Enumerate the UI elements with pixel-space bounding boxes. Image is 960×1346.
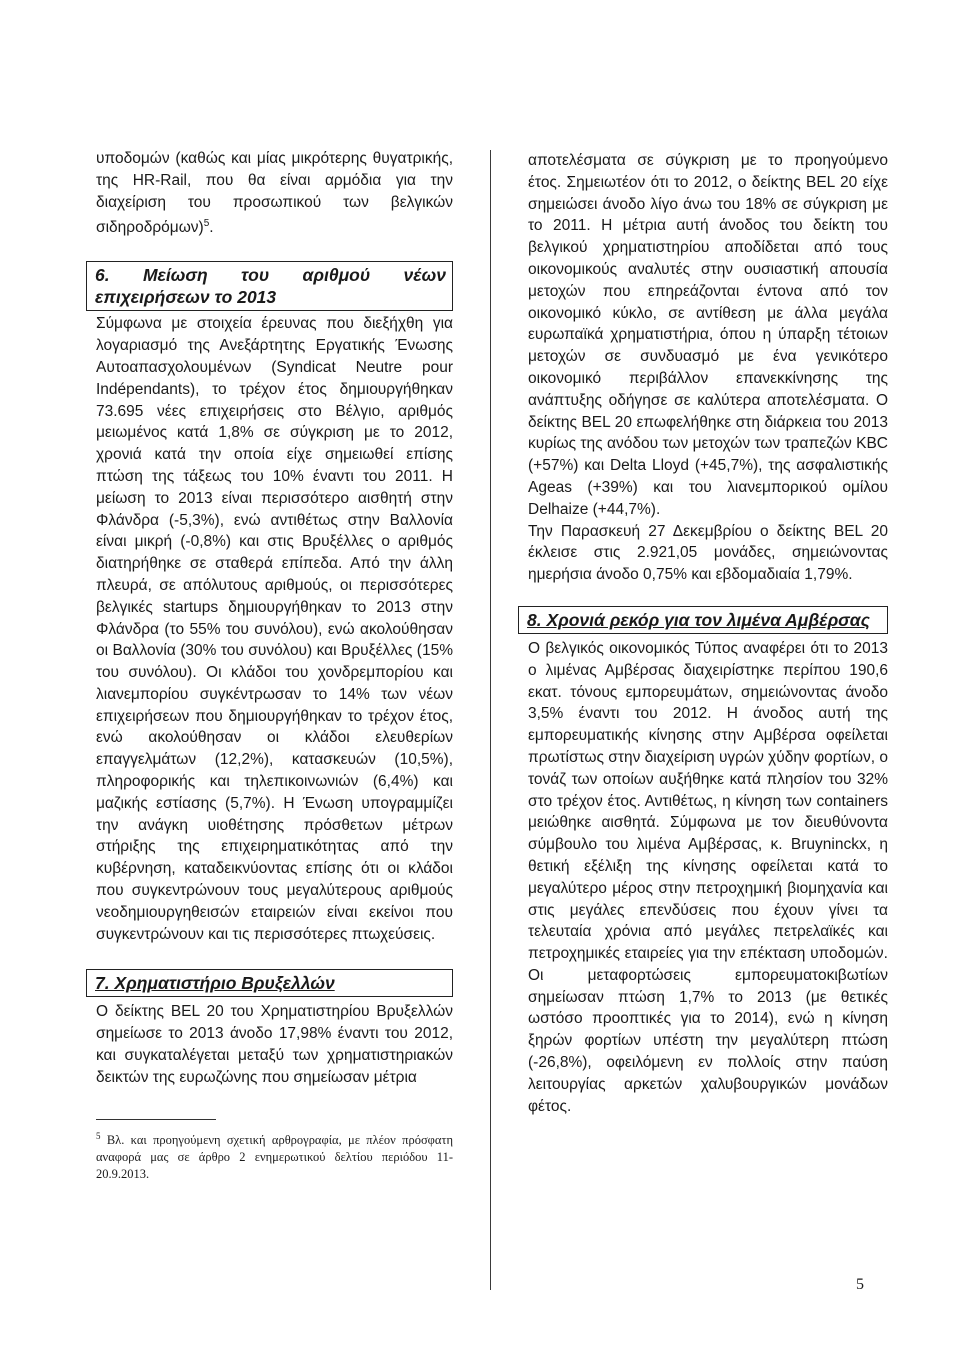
section-heading-7 [86,969,453,997]
footnote-ref: 5 [203,218,210,230]
left-column [96,148,453,1183]
page-number: 5 [856,1276,864,1293]
paragraph-bel20-close: Την Παρασκευή 27 Δεκεμβρίου ο δείκτης BEL 20 έκλεισε στις 2.921,05 μονάδες, σημειώνοντας ημερήσια άνοδο 0,75% και εβδομαδιαία 1,79%. [528,522,888,584]
paragraph-antwerp-port: Ο βελγικός οικονομικός Τύπος αναφέρει ότι το 2013 ο λιμένας Αμβέρσας διαχειρίστηκε περίπου 190,6 εκατ. τόνους εμπορευμάτων, σημειώνοντας άνοδο 3,5% έναντι του 2012. Η άνοδος αυτή της εμπορευματικής κίνησης στην Αμβέρσα οφείλεται πρωτίστως στην διαχείριση υγρών χύδην φορτίων, ο τονάζ των οποίων αυξήθηκε κατά πλησίον του 32% στο τρέχον έτος. Αντιθέτως, η κίνηση των containers μειώθηκε αισθητά. Σύμφωνα με τον διευθύνοντα σύμβουλο του λιμένα Αμβέρσας, κ. Bruyninckx, η θετική εξέλιξη της κίνησης οφείλεται κατά το μεγαλύτερο μέρος στην πετροχημική βιομηχανία και στις μεγάλες επενδύσεις που έχουν γίνει τα τελευταία χρόνια από μεγάλες πετρελαϊκές και πετροχημικές εταιρείες για την επέκταση υποδομών. Οι μεταφορτώσεις εμπορευματοκιβωτίων σημείωσαν πτώση 1,7% το 2013 (με θετικές ωστόσο προοπτικές για το 2014), ενώ η κίνηση ξηρών φορτίων υπέστη την μεγαλύτερη πτώση (-26,8%), οφειλόμενη εν πολλοίς στην παύση λειτουργίας αρκετών χαλυβουργικών μονάδων φέτος. [528,639,888,1115]
section-heading-8 [518,606,888,634]
section-heading-8-text: 8. Χρονιά ρεκόρ για τον λιμένα Αμβέρσας [527,609,870,630]
footnote-rule [96,1119,216,1120]
paragraph-brussels-stock-exchange: Ο δείκτης BEL 20 του Χρηματιστηρίου Βρυξελλών σημείωσε το 2013 άνοδο 17,98% έναντι του 2012, και συγκαταλέγεται μεταξύ των χρηματιστηριακών δεικτών της ευρωζώνης που σημείωσαν μέτρια [96,1003,453,1086]
section-heading-7-text: 7. Χρηματιστήριο Βρυξελλών [95,973,335,994]
footnote [96,1128,453,1183]
paragraph-bel20-analysis: αποτελέσματα σε σύγκριση με το προηγούμενο έτος. Σημειωτέον ότι το 2012, ο δείκτης BEL 20 είχε σημειώσει άνοδο λίγο άνω του 18% σε σύγκριση με το 2011. Η μέτρια αυτή άνοδος του δείκτη του βελγικού χρηματιστηρίου αποδίδεται από τους οικονομικούς αναλυτές στην ουσιαστική απουσία μετοχών που επηρεάζονται έντονα από τον οικονομικό κύκλο, σε αντίθεση με άλλα μεγάλα ευρωπαϊκά χρηματιστήρια, όπου η ύπαρξη τέτοιων μετοχών σε συνδυασμό με ένα γενικότερο οικονομικό περιβάλλον επανεκκίνησης της ανάπτυξης οδήγησε σε καλύτερα αποτελέσματα. Ο δείκτης BEL 20 επωφελήθηκε στη διάρκεια του 2013 κυρίως της ανόδου των μετοχών των τραπεζών KBC (+57%) και Delta Lloyd (+45,7%), της ασφαλιστικής Ageas (+39%) και του λιανεμπορικού ομίλου Delhaize (+44,7%). [528,152,888,518]
column-divider [490,150,491,1290]
right-column [528,150,888,1117]
paragraph-railways [96,148,453,239]
section-heading-6 [86,261,453,311]
paragraph-railways-end: . [209,219,214,237]
footnote-number: 5 [96,1130,101,1141]
paragraph-new-businesses: Σύμφωνα με στοιχεία έρευνας που διεξήχθη για λογαριασμό της Ανεξάρτητης Εργατικής Ένωσης Αυτοαπασχολουμένων (Syndicat Neutre pour Indépendants), το τρέχον έτος δημιουργήθηκαν 73.695 νέες επιχειρήσεις στο Βέλγιο, αριθμός μειωμένος κατά 1,8% σε σύγκριση με το 2012, χρονιά κατά την οποία είχε σημειωθεί επίσης πτώση της τάξεως του 10% έναντι του 2011. Η μείωση το 2013 είναι περισσότερο αισθητή στην Φλάνδρα (-5,3%), ενώ αντιθέτως στην Βαλλονία είναι μικρή (-0,8%) και στις Βρυξέλλες ο αριθμός διατηρήθηκε σε σταθερά επίπεδα. Από την άλλη πλευρά, σε απόλυτους αριθμούς, οι περισσότερες βελγικές startups δημιουργήθηκαν το 2013 στην Φλάνδρα (το 55% του συνόλου), ενώ ακολούθησαν οι Βαλλονία (30% του συνόλου) και Βρυξέλλες (15% του συνόλου). Οι κλάδοι του χονδρεμπορίου και λιανεμπορίου συγκέντρωσαν το 14% των νέων επιχειρήσεων που δημιουργήθηκαν το τρέχον έτος, ενώ ακολούθησαν οι κλάδοι ελευθερίων επαγγελμάτων (12,2%), κατασκευών (10,5%), πληροφορικής και τηλεπικοινωνιών (6,4%) και μαζικής εστίασης (5,7%). Η Ένωση υπογραμμίζει την ανάγκη υιοθέτησης πρόσθετων μέτρων στήριξης της επιχειρηματικότητας από την κυβέρνηση, καταδεικνύοντας επίσης ότι οι κλάδοι που συγκεντρώνουν τους μεγαλύτερους αριθμούς νεοδημιουργηθεισών εταιρειών είναι εκείνοι που συγκεντρώνουν και τις περισσότερες πτωχεύσεις. [96,315,453,943]
paragraph-railways-text: υποδομών (καθώς και μίας μικρότερης θυγατρικής, της HR-Rail, που θα είναι αρμόδια για την διαχείριση του προσωπικού των βελγικών σιδηροδρόμων) [96,150,453,237]
section-heading-6-text: 6. Μείωση του αριθμού νέων επιχειρήσεων το 2013 [95,265,446,308]
footnote-text: Βλ. και προηγούμενη σχετική αρθρογραφία, με πλέον πρόσφατη αναφορά μας σε άρθρο 2 ενημερωτικού δελτίου περιόδου 11-20.9.2013. [96,1132,454,1181]
